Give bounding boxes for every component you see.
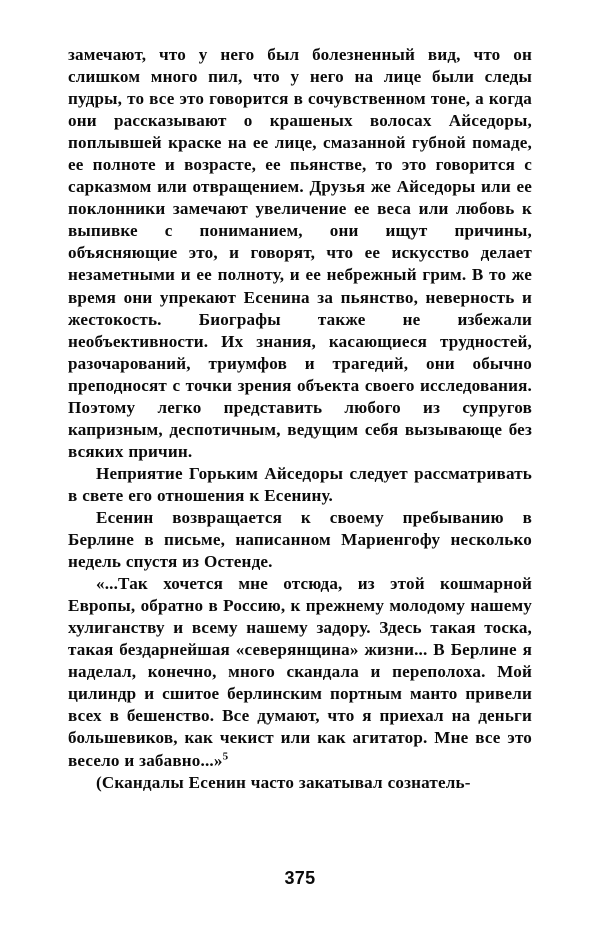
paragraph-gorky: Неприятие Горьким Айседоры следует рассматривать в свете его отношения к Есенину. bbox=[68, 463, 532, 505]
paragraph-scandals: (Скандалы Есенин часто закатывал сознатель- bbox=[96, 772, 471, 792]
paragraph-continued-top: замечают, что у него был болезненный вид, что он слишком много пил, что у него на лице были следы пудры, то все это говорится в сочувственном тоне, а когда они рассказывают о крашеных волосах Айседоры, поплывшей краске на ее лице, смазанной губной помаде, ее полноте и возрасте, ее пьянстве, то это говорится с сарказмом или отвращением. Друзья же Айседоры или ее поклонники замечают увеличение ее веса или любовь к выпивке с пониманием, они ищут причины, объясняющие это, и говорят, что ее искусство делает незаметными и ее полноту, и ее небрежный грим. В то же время они упрекают Есенина за пьянство, неверность и жестокость. Биографы также не избежали необъективности. Их знания, касающиеся трудностей, разочарований, триумфов и трагедий, они обычно преподносят с точки зрения объекта своего исследования. Поэтому легко представить любого из супругов капризным, деспотичным, ведущим себя вызывающе без всяких причин. bbox=[68, 45, 532, 461]
page-number: 375 bbox=[284, 868, 316, 888]
page-text-block bbox=[68, 44, 532, 794]
paragraph-quotation bbox=[68, 573, 532, 771]
paragraph-esenin-letter: Есенин возвращается к своему пребыванию в Берлине в письме, написанном Мариенгофу несколько недель спустя из Остенде. bbox=[68, 507, 532, 572]
quotation-text: «...Так хочется мне отсюда, из этой кошмарной Европы, обратно в Россию, к прежнему молодому нашему хулиганству и всему нашему задору. Здесь такая тоска, такая бездарнейшая «северянщина» жизни... В Берлине я наделал, конечно, много скандала и переполоха. Мой цилиндр и сшитое берлинским портным манто привели всех в бешенство. Все думают, что я приехал на деньги большевиков, как чекист или как агитатор. Мне все это весело и забавно...» bbox=[68, 574, 532, 770]
footnote-marker: 5 bbox=[222, 749, 229, 762]
